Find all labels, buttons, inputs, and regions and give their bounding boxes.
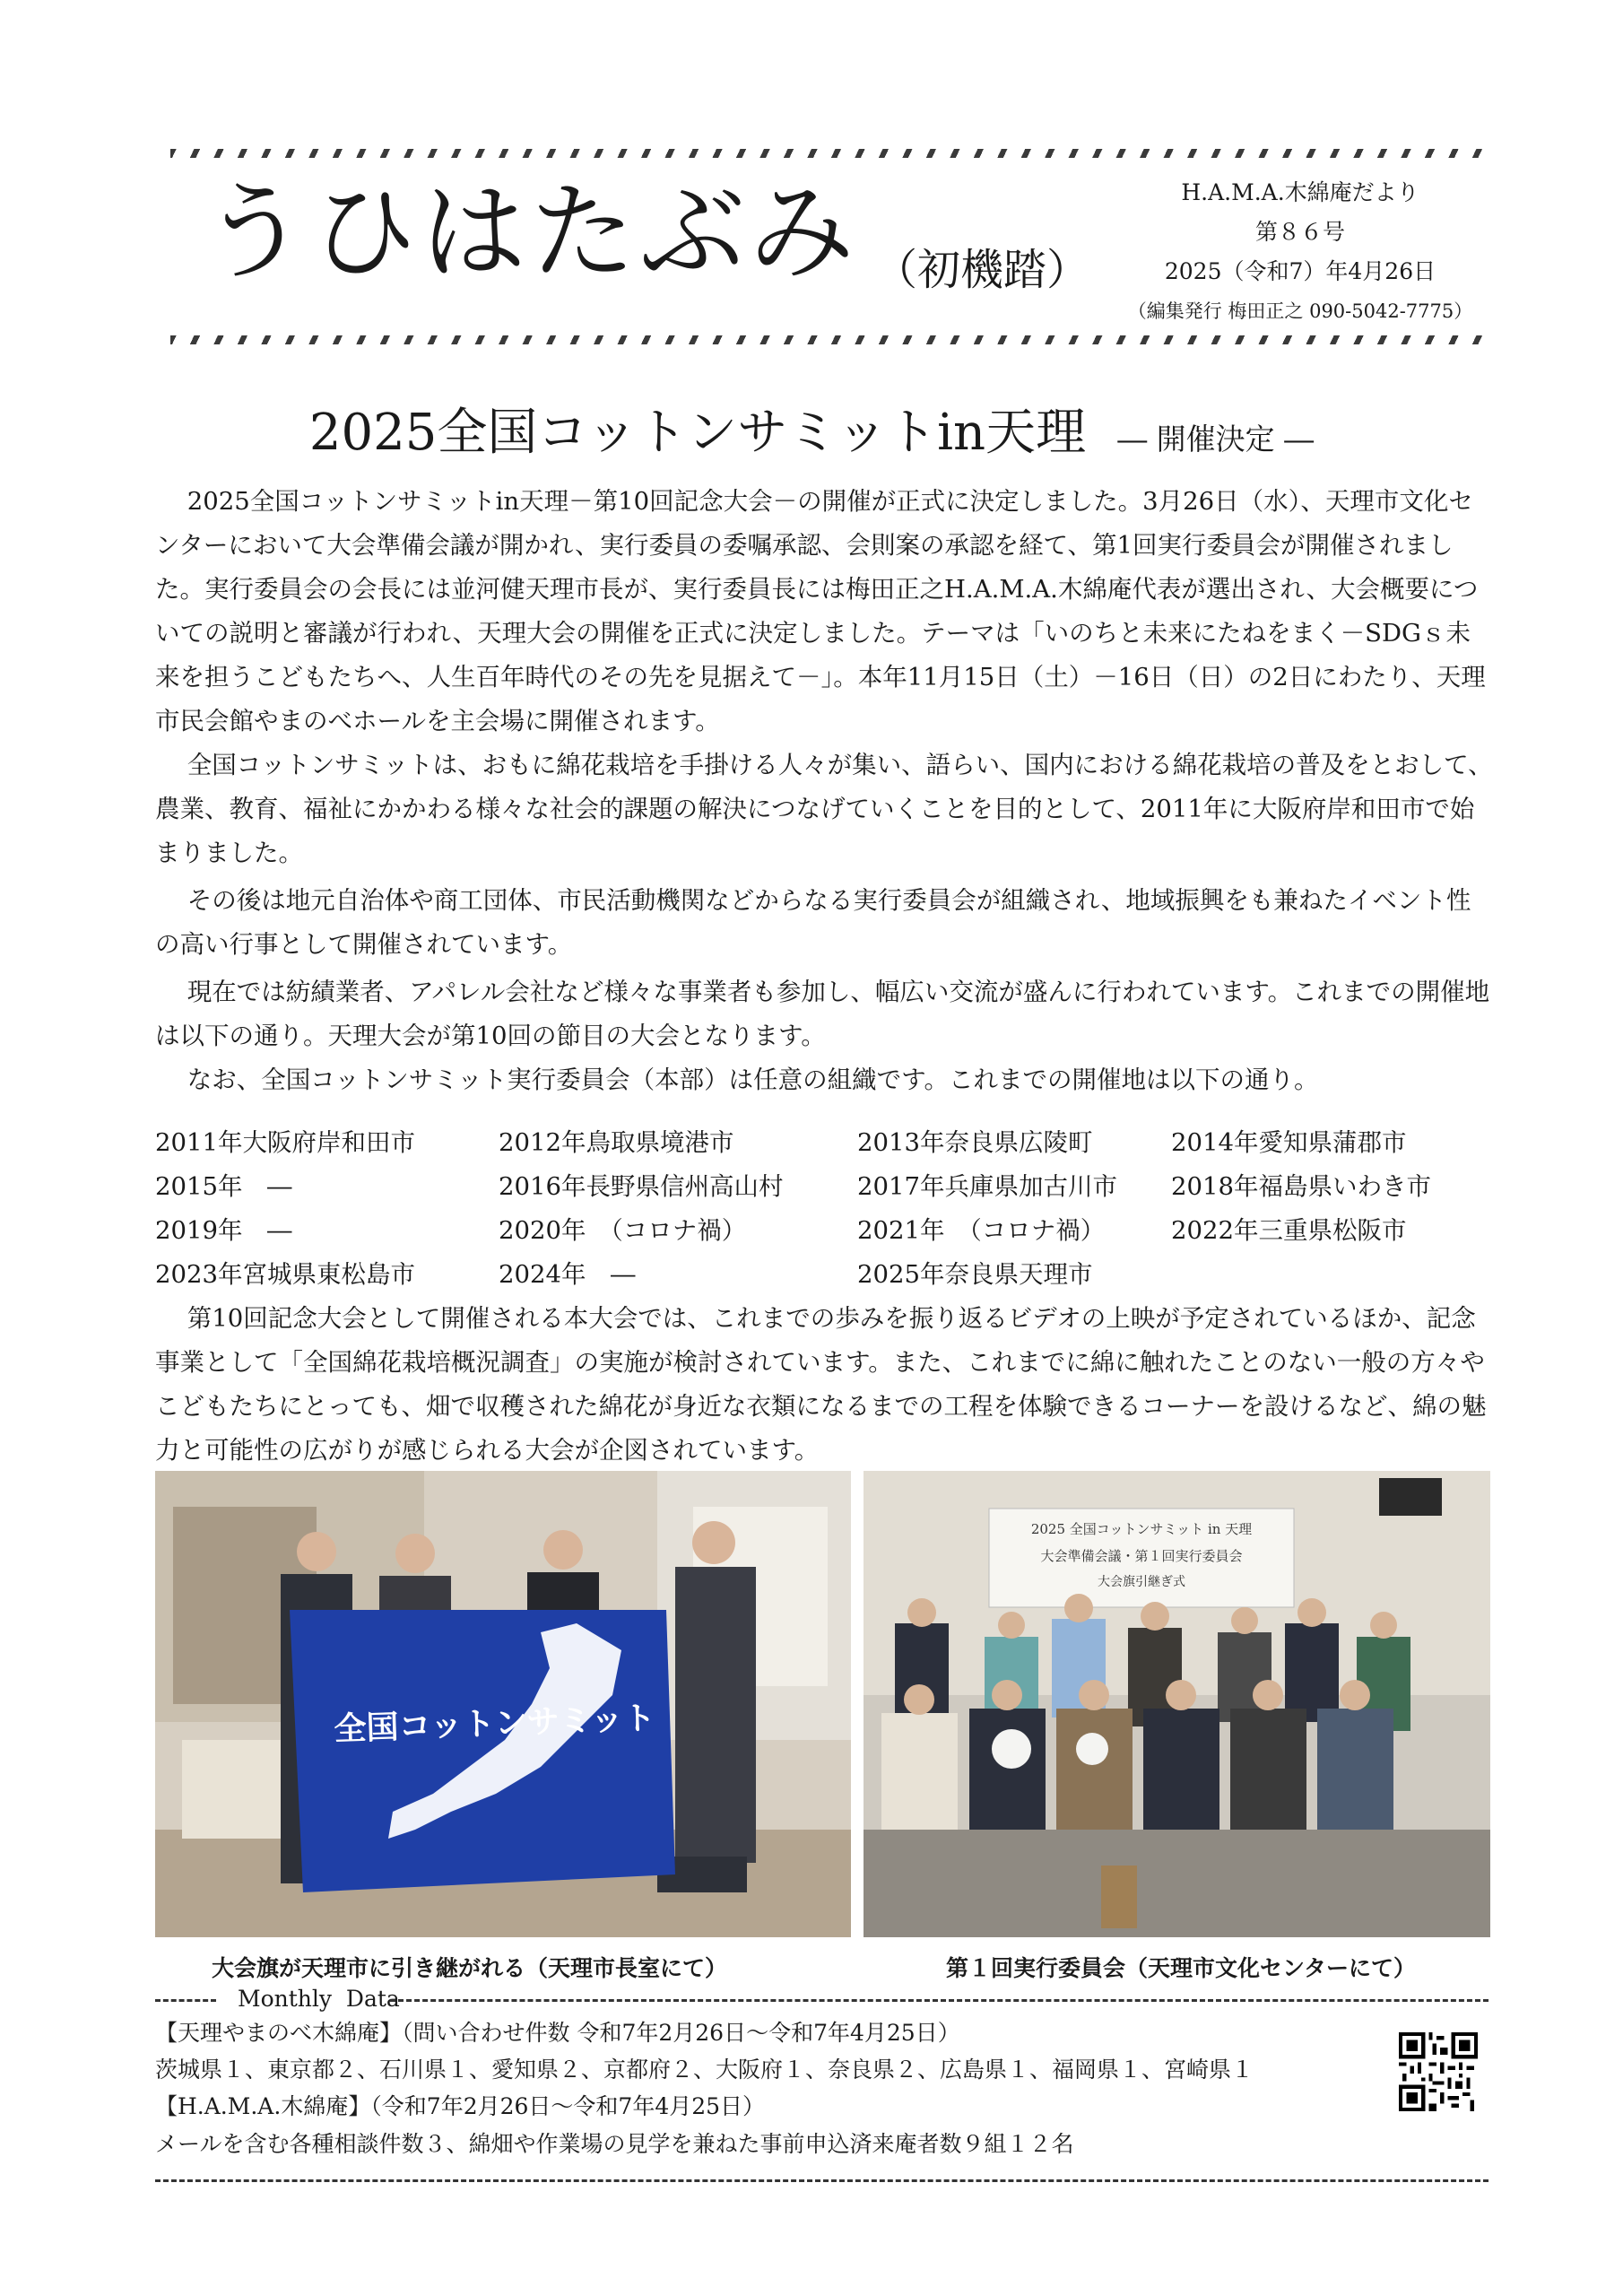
venue-row — [155, 1165, 1493, 1209]
monthly-top-rule-right — [390, 1999, 1488, 2002]
flag-text: 全国コットンサミット — [333, 1700, 656, 1748]
paragraph: なお、全国コットンサミット実行委員会（本部）は任意の組織です。これまでの開催地は以下の通り。 — [187, 1065, 1319, 1094]
headline-sub: ― 開催決定 ― — [1117, 422, 1315, 457]
article-headline — [0, 393, 1623, 465]
venue-item: 2021年 （コロナ禍） — [857, 1216, 1106, 1245]
venue-item: 2016年長野県信州高山村 — [499, 1172, 784, 1201]
venue-item: 2022年三重県松阪市 — [1171, 1216, 1407, 1245]
venue-row — [155, 1209, 1493, 1253]
paragraph: その後は地元自治体や商工団体、市民活動機関などからなる実行委員会が組織され、地域振興をも兼ねたイベント性の高い行事として開催されています。 — [155, 886, 1471, 959]
venue-item: 2011年大阪府岸和田市 — [155, 1128, 415, 1157]
venue-item: 2024年 ― — [499, 1260, 636, 1289]
monthly-line-4: メールを含む各種相談件数３、綿畑や作業場の見学を兼ねた事前申込済来庵者数９組１２名 — [155, 2131, 1074, 2157]
venue-row — [155, 1253, 1493, 1297]
masthead-bottom-rule — [170, 335, 1488, 344]
venue-item: 2023年宮城県東松島市 — [155, 1260, 415, 1289]
masthead-top-rule — [170, 149, 1488, 158]
banner-line-2: 大会準備会議・第１回実行委員会 — [1040, 1548, 1243, 1564]
headline-main: 2025全国コットンサミットin天理 — [308, 404, 1087, 462]
paragraph: 現在では紡績業者、アパレル会社など様々な事業者も参加し、幅広い交流が盛んに行われています。これまでの開催地は以下の通り。天理大会が第10回の節目の大会となります。 — [155, 978, 1490, 1050]
venue-item: 2013年奈良県広陵町 — [857, 1128, 1093, 1157]
monthly-line-2: 茨城県１、東京都２、石川県１、愛知県２、京都府２、大阪府１、奈良県２、広島県１、福岡県１、宮崎県１ — [155, 2057, 1254, 2083]
venue-item: 2012年鳥取県境港市 — [499, 1128, 734, 1157]
qr-code[interactable] — [1399, 2032, 1478, 2111]
venue-item — [1171, 1253, 1493, 1297]
venue-item: 2020年 （コロナ禍） — [499, 1216, 747, 1245]
venue-item: 2015年 ― — [155, 1172, 292, 1201]
venue-item: 2017年兵庫県加古川市 — [857, 1172, 1117, 1201]
paragraph: 全国コットンサミットは、おもに綿花栽培を手掛ける人々が集い、語らい、国内における綿花栽培の普及をとおして、農業、教育、福祉にかかわる様々な社会的課題の解決につなげていくことを目的として、2011年に大阪府岸和田市で始まりました。 — [155, 751, 1493, 867]
issue-date: 2025（令和7）年4月26日 — [1164, 258, 1436, 284]
photo-caption-left: 大会旗が天理市に引き継がれる（天理市長室にて） — [212, 1955, 728, 1981]
monthly-bottom-rule — [155, 2179, 1488, 2182]
venue-list — [155, 1121, 1493, 1297]
paragraph: 2025全国コットンサミットin天理－第10回記念大会－の開催が正式に決定しました。3月26日（水）、天理市文化センターにおいて大会準備会議が開かれ、実行委員の委嘱承認、会則案の承認を経て、第1回実行委員会が開催されました。実行委員会の会長には並河健天理市長が、実行委員長には梅田正之H.A.M.A.木綿庵代表が選出され、大会概要についての説明と審議が行われ、天理大会の開催を正式に決定しました。テーマは「いのちと未来にたねをまく－SDGｓ未来を担うこどもたちへ、人生百年時代のその先を見据えて－」。本年11月15日（土）－16日（日）の2日にわたり、天理市民会館やまのべホールを主会場に開催されます。 — [155, 487, 1486, 735]
publication-name: H.A.M.A.木綿庵だより — [1181, 179, 1419, 205]
venue-item: 2014年愛知県蒲郡市 — [1171, 1128, 1407, 1157]
monthly-top-rule-left — [155, 1999, 216, 2002]
monthly-line-1: 【天理やまのべ木綿庵】（問い合わせ件数 令和7年2月26日～令和7年4月25日） — [155, 2020, 960, 2046]
article-body-continued — [155, 1297, 1493, 1473]
venue-item: 2025年奈良県天理市 — [857, 1260, 1093, 1289]
newsletter-title: うひはたぶみ — [202, 170, 859, 294]
issue-info — [1112, 173, 1488, 331]
photo-flag-handover-image — [155, 1471, 851, 1937]
monthly-line-3: 【H.A.M.A.木綿庵】（令和7年2月26日～令和7年4月25日） — [155, 2093, 766, 2119]
photo-committee-meeting-image — [864, 1471, 1490, 1937]
publisher-contact: （編集発行 梅田正之 090-5042-7775） — [1127, 300, 1473, 322]
banner-line-1: 2025 全国コットンサミット in 天理 — [1030, 1521, 1253, 1537]
venue-item: 2018年福島県いわき市 — [1171, 1172, 1431, 1201]
banner-line-3: 大会旗引継ぎ式 — [1098, 1575, 1185, 1589]
newsletter-subtitle: （初機踏） — [874, 245, 1090, 295]
monthly-heading: Monthly Data — [238, 1986, 400, 2012]
venue-row — [155, 1121, 1493, 1165]
photo-committee-meeting — [864, 1471, 1490, 1937]
article-body — [155, 480, 1493, 1102]
issue-number: 第８６号 — [1254, 219, 1345, 245]
photo-caption-right: 第１回実行委員会（天理市文化センターにて） — [946, 1955, 1417, 1981]
paragraph: 第10回記念大会として開催される本大会では、これまでの歩みを振り返るビデオの上映が予定されているほか、記念事業として「全国綿花栽培概況調査」の実施が検討されています。また、これまでに綿に触れたことのない一般の方々やこどもたちにとっても、畑で収穫された綿花が身近な衣類になるまでの工程を体験できるコーナーを設けるなど、綿の魅力と可能性の広がりが感じられる大会が企図されています。 — [155, 1304, 1487, 1465]
photo-flag-handover — [155, 1471, 851, 1937]
venue-item: 2019年 ― — [155, 1216, 292, 1245]
